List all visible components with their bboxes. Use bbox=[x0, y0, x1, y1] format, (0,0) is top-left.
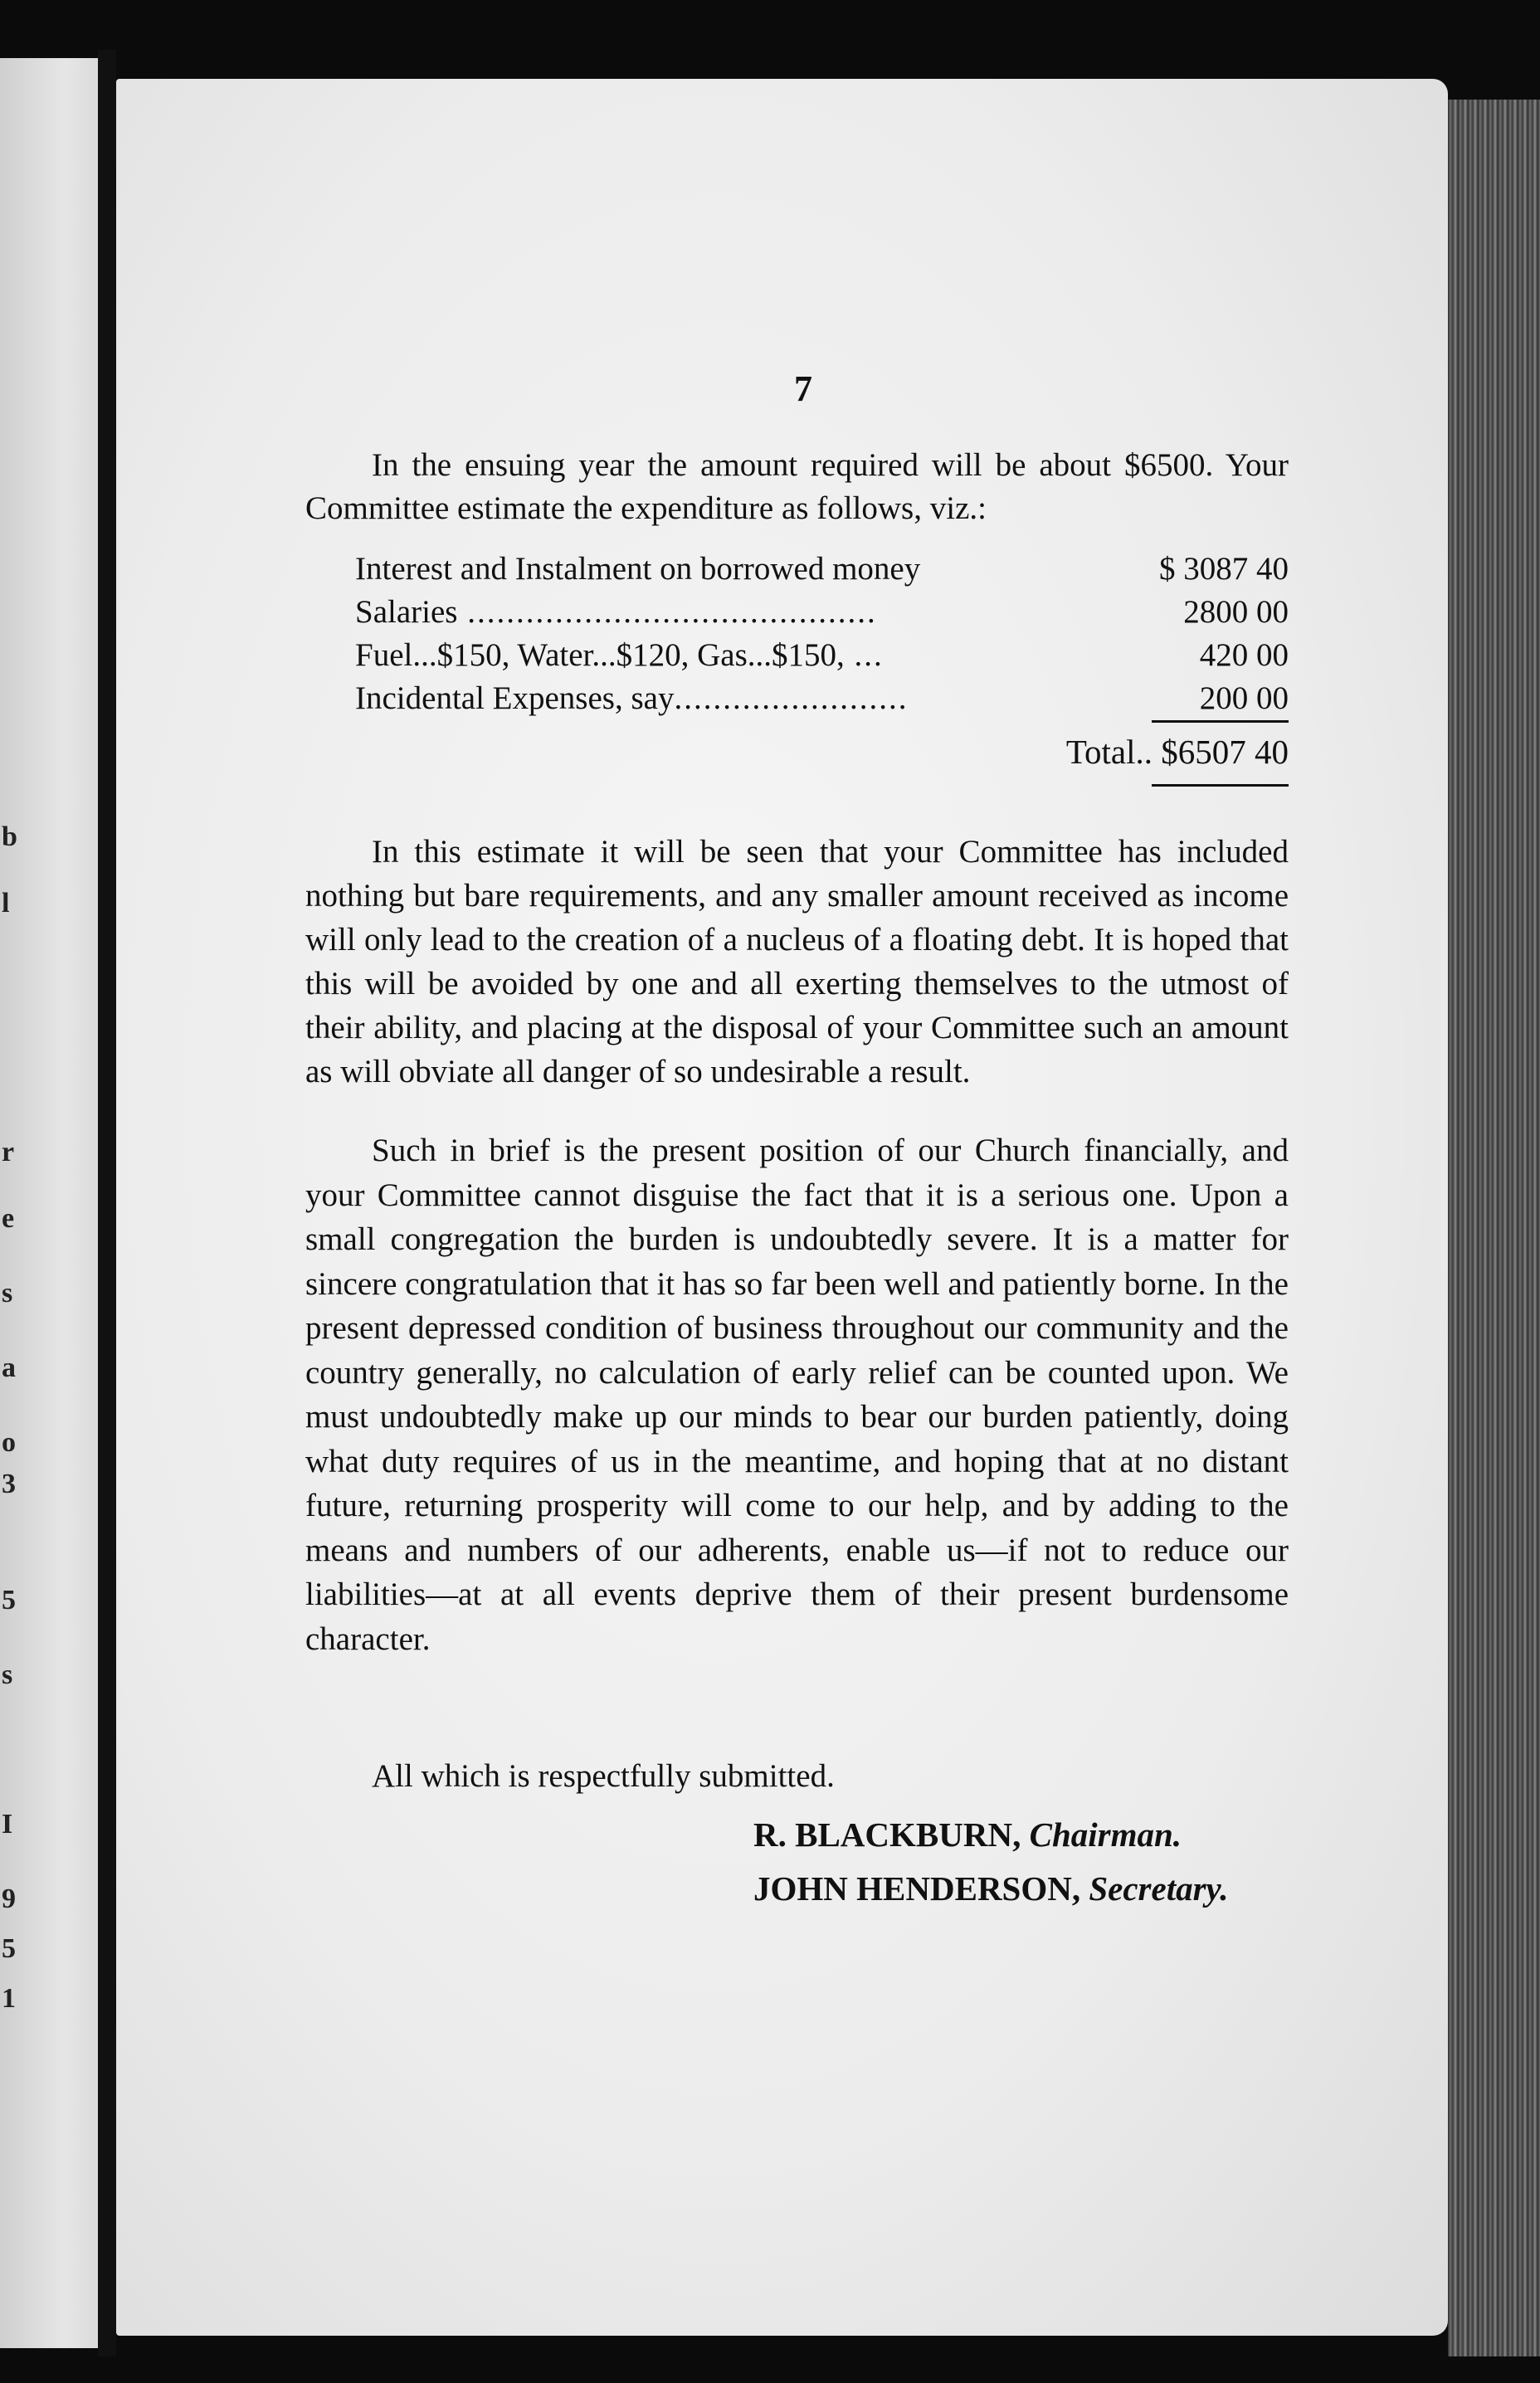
closing-line: All which is respectfully submitted. bbox=[372, 1758, 835, 1794]
expenditure-label: Salaries .......................................... bbox=[355, 594, 877, 630]
expenditure-table bbox=[355, 548, 1289, 720]
intro-paragraph: In the ensuing year the amount required will be about $6500. Your Committee estimate the expenditure as follows, viz.: bbox=[305, 447, 1289, 526]
facing-page-mark: 3 bbox=[2, 1469, 16, 1499]
signature-name: R. BLACKBURN, bbox=[753, 1815, 1021, 1854]
signature-secretary bbox=[753, 1867, 1228, 1910]
facing-page-mark: 5 bbox=[2, 1585, 16, 1615]
signature-name: JOHN HENDERSON, bbox=[753, 1869, 1081, 1908]
facing-page-mark: s bbox=[2, 1278, 13, 1308]
signature-chairman bbox=[753, 1813, 1182, 1856]
facing-page-mark: l bbox=[2, 888, 10, 919]
expenditure-amount: 2800 00 bbox=[1183, 594, 1289, 630]
total-label: Total.. bbox=[1065, 733, 1153, 771]
page-number: 7 bbox=[794, 368, 812, 409]
facing-page-mark: b bbox=[2, 821, 17, 852]
signature-role: Chairman. bbox=[1029, 1815, 1182, 1854]
facing-page-mark: 1 bbox=[2, 1983, 16, 2014]
book-gutter bbox=[98, 50, 116, 2356]
expenditure-label: Interest and Instalment on borrowed money bbox=[355, 551, 921, 587]
facing-page-edge bbox=[0, 58, 108, 2348]
facing-page-marks bbox=[0, 58, 108, 2348]
total-rule-bottom bbox=[1152, 784, 1289, 787]
expenditure-amount: 420 00 bbox=[1199, 637, 1289, 673]
facing-page-mark: I bbox=[2, 1809, 13, 1840]
facing-page-mark: a bbox=[2, 1352, 16, 1383]
total-rule-top bbox=[1152, 720, 1289, 723]
signature-role: Secretary. bbox=[1089, 1869, 1229, 1908]
expenditure-label: Incidental Expenses, say........................ bbox=[355, 680, 909, 716]
facing-page-mark: s bbox=[2, 1659, 13, 1690]
position-paragraph: Such in brief is the present position of our Church financially, and your Committee cannot disguise the fact that it is a serious one. Upon a small congregation the burden is undoubtedly severe. It is a matter for sincere congratulation that it has so far been well and patiently borne. In the present depressed condition of business throughout our community and the country generally, no calculation of early relief can be counted upon. We must undoubtedly make up our minds to bear our burden patiently, doing what duty requires of us in the meantime, and hoping that at no distant future, returning prosperity will come to our help, and by adding to the means and numbers of our adherents, enable us—if not to reduce our liabilities—at at all events deprive them of their present burdensome character. bbox=[305, 1133, 1289, 1657]
facing-page-mark: e bbox=[2, 1203, 15, 1234]
total-line bbox=[1066, 730, 1289, 773]
expenditure-row bbox=[355, 591, 1289, 634]
total-amount: $6507 40 bbox=[1161, 733, 1289, 771]
expenditure-row bbox=[355, 677, 1289, 720]
facing-page-mark: 9 bbox=[2, 1883, 16, 1914]
page-edge-stack bbox=[1448, 100, 1540, 2356]
expenditure-amount: 200 00 bbox=[1199, 680, 1289, 716]
facing-page-mark: 5 bbox=[2, 1933, 16, 1964]
estimate-paragraph: In this estimate it will be seen that your Committee has included nothing but bare requirements, and any smaller amount received as income will only lead to the creation of a nucleus of a floating debt. It is hoped that this will be avoided by one and all exerting themselves to the utmost of their ability, and placing at the disposal of your Committee such an amount as will obviate all danger of so undesirable a result. bbox=[305, 834, 1289, 1089]
document-page bbox=[116, 79, 1448, 2336]
facing-page-mark: o bbox=[2, 1427, 16, 1458]
facing-page-mark: r bbox=[2, 1137, 15, 1167]
expenditure-row bbox=[355, 634, 1289, 677]
expenditure-amount: $ 3087 40 bbox=[1159, 551, 1289, 587]
expenditure-label: Fuel...$150, Water...$120, Gas...$150, ... bbox=[355, 637, 884, 673]
expenditure-row bbox=[355, 548, 1289, 591]
